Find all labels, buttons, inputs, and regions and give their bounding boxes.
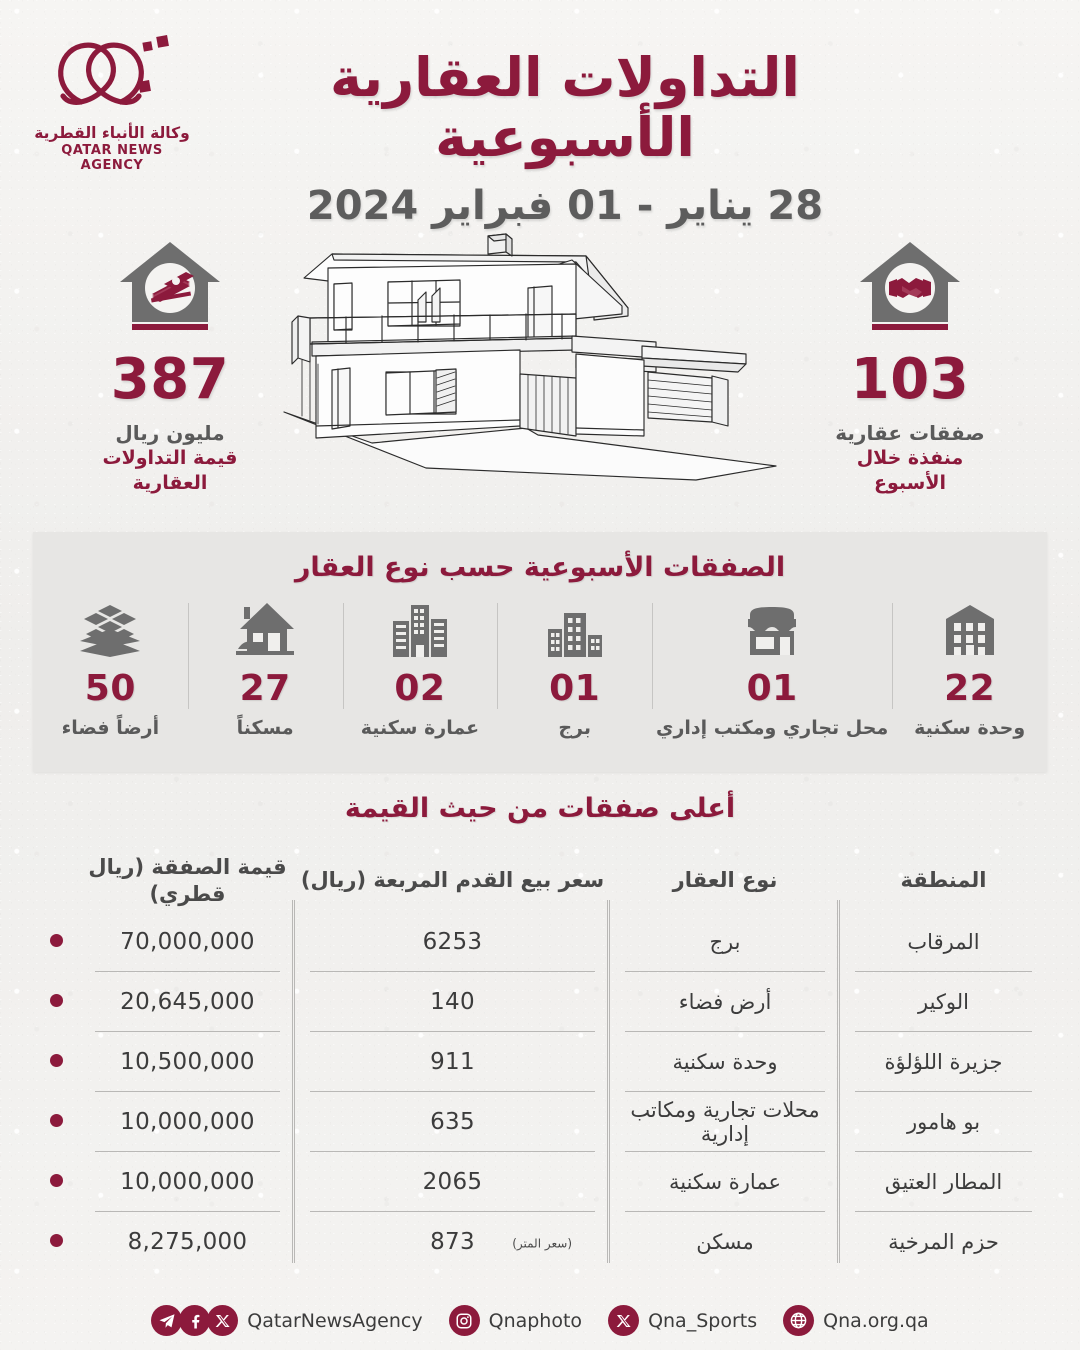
- row-separator: [33, 1151, 1047, 1152]
- row-separator: [33, 1211, 1047, 1212]
- title-block: [200, 48, 930, 229]
- header: [0, 0, 1080, 229]
- cell-region: بو هامور: [906, 1109, 981, 1134]
- x-icon[interactable]: [207, 1305, 238, 1336]
- social-group-main: [151, 1305, 422, 1336]
- type-label-tower: برج: [558, 717, 591, 739]
- type-cell-land-plot: [33, 597, 188, 757]
- cell-type: عمارة سكنية: [668, 1169, 781, 1194]
- type-label-shop-office: محل تجاري ومكتب إداري: [656, 717, 889, 739]
- qna-logo-mark: [37, 26, 187, 122]
- cell-deal-value: 8,275,000: [127, 1228, 248, 1255]
- cell-region: حزم المرخية: [888, 1229, 999, 1254]
- social-group-sports: [608, 1305, 757, 1336]
- shop-office-icon: [742, 597, 802, 659]
- table-row: [33, 1032, 1047, 1091]
- total-value-label-maroon: قيمة التداولات العقارية: [102, 447, 238, 495]
- page-title: التداولات العقارية الأسبوعية: [330, 46, 800, 170]
- top-deals-table: [33, 850, 1047, 1271]
- logo-arabic-text: وكالة الأنباء القطرية: [34, 124, 190, 142]
- cell-type: برج: [709, 929, 741, 954]
- header-deal-value: قيمة الصفقة (ريال قطري): [88, 854, 287, 906]
- cell-region: المرقاب: [907, 929, 980, 954]
- column-divider-1: [837, 900, 840, 1263]
- type-label-land-plot: أرضاً فضاء: [61, 717, 160, 739]
- row-marker-dot: [50, 994, 63, 1007]
- stat-deals-count: [786, 238, 1034, 496]
- social-handle-main[interactable]: QatarNewsAgency: [247, 1309, 423, 1332]
- house-handshake-icon: [786, 238, 1034, 338]
- type-cell-apartment-block: [343, 597, 498, 757]
- deals-count-label-gray: صفقات عقارية: [835, 421, 985, 445]
- cell-region: الوكير: [917, 989, 969, 1014]
- type-cell-tower: [497, 597, 652, 757]
- x-icon[interactable]: [608, 1305, 639, 1336]
- social-group-instagram: [449, 1305, 582, 1336]
- type-cell-residential-unit: [892, 597, 1047, 757]
- cell-sqft-price: 2065: [422, 1168, 483, 1195]
- cell-region: جزيرة اللؤلؤة: [884, 1049, 1003, 1074]
- cell-deal-value: 20,645,000: [120, 988, 255, 1015]
- table-row: [33, 1212, 1047, 1271]
- row-marker-dot: [50, 1174, 63, 1187]
- type-cell-house: [188, 597, 343, 757]
- type-value-tower: 01: [549, 668, 601, 709]
- row-separator: [33, 971, 1047, 972]
- type-value-shop-office: 01: [746, 668, 798, 709]
- apartment-block-icon: [389, 597, 451, 659]
- table-row: [33, 1152, 1047, 1211]
- type-cell-shop-office: [652, 597, 892, 757]
- cell-sqft-price: 6253: [422, 928, 483, 955]
- cell-type: وحدة سكنية: [672, 1049, 778, 1074]
- cell-sqft-price: 873: [430, 1228, 475, 1255]
- hero-section: [0, 222, 1080, 502]
- cell-deal-value: 10,500,000: [120, 1048, 255, 1075]
- property-types-row: [33, 597, 1047, 757]
- type-label-apartment-block: عمارة سكنية: [360, 717, 480, 739]
- stat-total-value: [46, 238, 294, 496]
- table-header-row: [33, 850, 1047, 912]
- type-label-house: مسكناً: [236, 717, 294, 739]
- social-footer: [0, 1305, 1080, 1336]
- type-value-residential-unit: 22: [944, 668, 996, 709]
- row-marker-dot: [50, 1234, 63, 1247]
- header-region: المنطقة: [900, 868, 987, 893]
- social-handle-instagram[interactable]: Qnaphoto: [488, 1309, 583, 1332]
- instagram-icon[interactable]: [449, 1305, 480, 1336]
- cell-sqft-price: 911: [430, 1048, 475, 1075]
- cell-sqft-note: (سعر المتر): [512, 1235, 572, 1250]
- globe-icon[interactable]: [783, 1305, 814, 1336]
- cell-type: محلات تجارية ومكاتب إدارية: [630, 1097, 820, 1146]
- social-handle-sports[interactable]: Qna_Sports: [648, 1309, 758, 1332]
- cell-region: المطار العتيق: [884, 1169, 1003, 1194]
- row-separator: [33, 1031, 1047, 1032]
- cell-type: مسكن: [696, 1229, 754, 1254]
- header-property-type: نوع العقار: [672, 868, 778, 893]
- top-deals-section: [0, 793, 1080, 1271]
- house-money-icon: [46, 238, 294, 338]
- total-value-label-gray: مليون ريال: [115, 421, 225, 445]
- deals-count-label-maroon: منفذة خلال الأسبوع: [856, 447, 964, 495]
- villa-illustration: [276, 230, 796, 485]
- top-deals-title: أعلى صفقات من حيث القيمة: [344, 793, 736, 824]
- date-range: 28 يناير - 01 فبراير 2024: [306, 182, 824, 229]
- row-marker-dot: [50, 934, 63, 947]
- type-value-house: 27: [239, 668, 291, 709]
- logo-english-text: QATAR NEWS AGENCY: [61, 143, 163, 173]
- telegram-icon[interactable]: [151, 1305, 182, 1336]
- residential-unit-icon: [941, 597, 999, 659]
- land-plot-icon: [78, 597, 142, 659]
- table-row: [33, 1092, 1047, 1151]
- cell-sqft-price: 635: [430, 1108, 475, 1135]
- facebook-icon[interactable]: [179, 1305, 210, 1336]
- social-handle-website[interactable]: Qna.org.qa: [823, 1309, 929, 1332]
- house-icon: [234, 597, 296, 659]
- property-types-panel: [33, 532, 1047, 772]
- table-row: [33, 912, 1047, 971]
- cell-deal-value: 10,000,000: [120, 1108, 255, 1135]
- cell-deal-value: 10,000,000: [120, 1168, 255, 1195]
- cell-type: أرض فضاء: [678, 989, 772, 1014]
- tower-icon: [544, 597, 606, 659]
- type-value-apartment-block: 02: [394, 668, 446, 709]
- total-value-amount: 387: [110, 347, 230, 412]
- type-value-land-plot: 50: [84, 668, 136, 709]
- row-marker-dot: [50, 1054, 63, 1067]
- cell-deal-value: 70,000,000: [120, 928, 255, 955]
- row-separator: [33, 1091, 1047, 1092]
- header-sqft-price: سعر بيع القدم المربعة (ريال): [300, 868, 605, 893]
- type-label-residential-unit: وحدة سكنية: [914, 717, 1026, 739]
- row-marker-dot: [50, 1114, 63, 1127]
- qna-logo: [28, 26, 196, 173]
- social-group-website: [783, 1305, 929, 1336]
- cell-sqft-price: 140: [430, 988, 475, 1015]
- deals-count-value: 103: [850, 347, 970, 412]
- property-types-title: الصفقات الأسبوعية حسب نوع العقار: [294, 552, 786, 583]
- table-row: [33, 972, 1047, 1031]
